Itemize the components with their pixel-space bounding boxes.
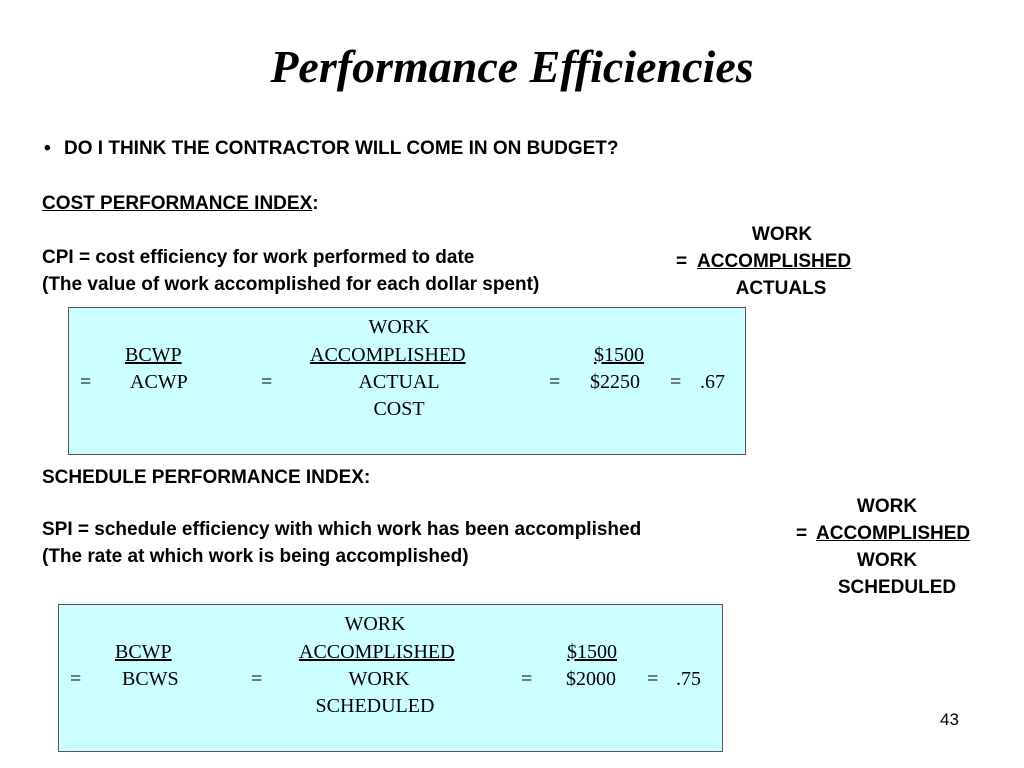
cpi-box-acwp: ACWP: [130, 371, 188, 393]
spi-box-bcwp: BCWP: [115, 641, 172, 663]
spi-box-result: .75: [676, 668, 701, 690]
cpi-description: (The value of work accomplished for each dollar spent): [42, 274, 540, 295]
cpi-heading-text: COST PERFORMANCE INDEX: [42, 193, 313, 214]
spi-description: (The rate at which work is being accomplished): [42, 546, 469, 567]
spi-box-num-value: $1500: [567, 641, 617, 663]
bullet-icon: •: [44, 138, 51, 159]
spi-heading: SCHEDULE PERFORMANCE INDEX:: [42, 467, 371, 488]
cpi-box-eq2: =: [261, 371, 273, 393]
spi-box-eq2: =: [251, 668, 263, 690]
cpi-side-actuals: ACTUALS: [735, 278, 827, 299]
spi-box-den-value: $2000: [566, 668, 616, 690]
spi-box-work: WORK: [344, 613, 406, 635]
spi-box-scheduled: SCHEDULED: [315, 695, 435, 717]
spi-box-bcws: BCWS: [122, 668, 179, 690]
cpi-box-bcwp: BCWP: [125, 344, 182, 366]
cpi-box-actual: ACTUAL: [358, 371, 440, 393]
spi-box-eq4: =: [647, 668, 659, 690]
cpi-box-num-value: $1500: [594, 344, 644, 366]
cpi-box-cost: COST: [373, 398, 425, 420]
budget-question: DO I THINK THE CONTRACTOR WILL COME IN ON BUDGET?: [64, 138, 619, 159]
spi-side-equals: =: [796, 523, 808, 544]
cpi-side-accomplished: ACCOMPLISHED: [697, 251, 852, 272]
cpi-heading-colon: :: [312, 193, 319, 214]
spi-side-work-2: WORK: [856, 550, 918, 571]
cpi-box-accomplished: ACCOMPLISHED: [310, 344, 466, 366]
spi-box-accomplished: ACCOMPLISHED: [299, 641, 455, 663]
cpi-formula-box: [68, 307, 746, 455]
spi-side-scheduled: SCHEDULED: [837, 577, 957, 598]
cpi-definition: CPI = cost efficiency for work performed to date: [42, 247, 475, 268]
spi-side-work: WORK: [856, 496, 918, 517]
cpi-box-eq4: =: [670, 371, 682, 393]
cpi-box-den-value: $2250: [590, 371, 640, 393]
cpi-box-eq3: =: [549, 371, 561, 393]
cpi-box-result: .67: [700, 371, 725, 393]
spi-box-work-den: WORK: [348, 668, 410, 690]
cpi-box-eq1: =: [80, 371, 92, 393]
spi-formula-box: [58, 604, 723, 752]
spi-side-accomplished: ACCOMPLISHED: [816, 523, 971, 544]
cpi-box-work: WORK: [368, 316, 430, 338]
spi-definition: SPI = schedule efficiency with which work has been accomplished: [42, 519, 642, 540]
cpi-side-equals: =: [676, 251, 688, 272]
spi-box-eq3: =: [521, 668, 533, 690]
page-number: 43: [940, 710, 959, 729]
cpi-heading: [42, 193, 319, 215]
slide-title: Performance Efficiencies: [270, 41, 754, 92]
cpi-side-work: WORK: [751, 224, 813, 245]
spi-box-eq1: =: [70, 668, 82, 690]
